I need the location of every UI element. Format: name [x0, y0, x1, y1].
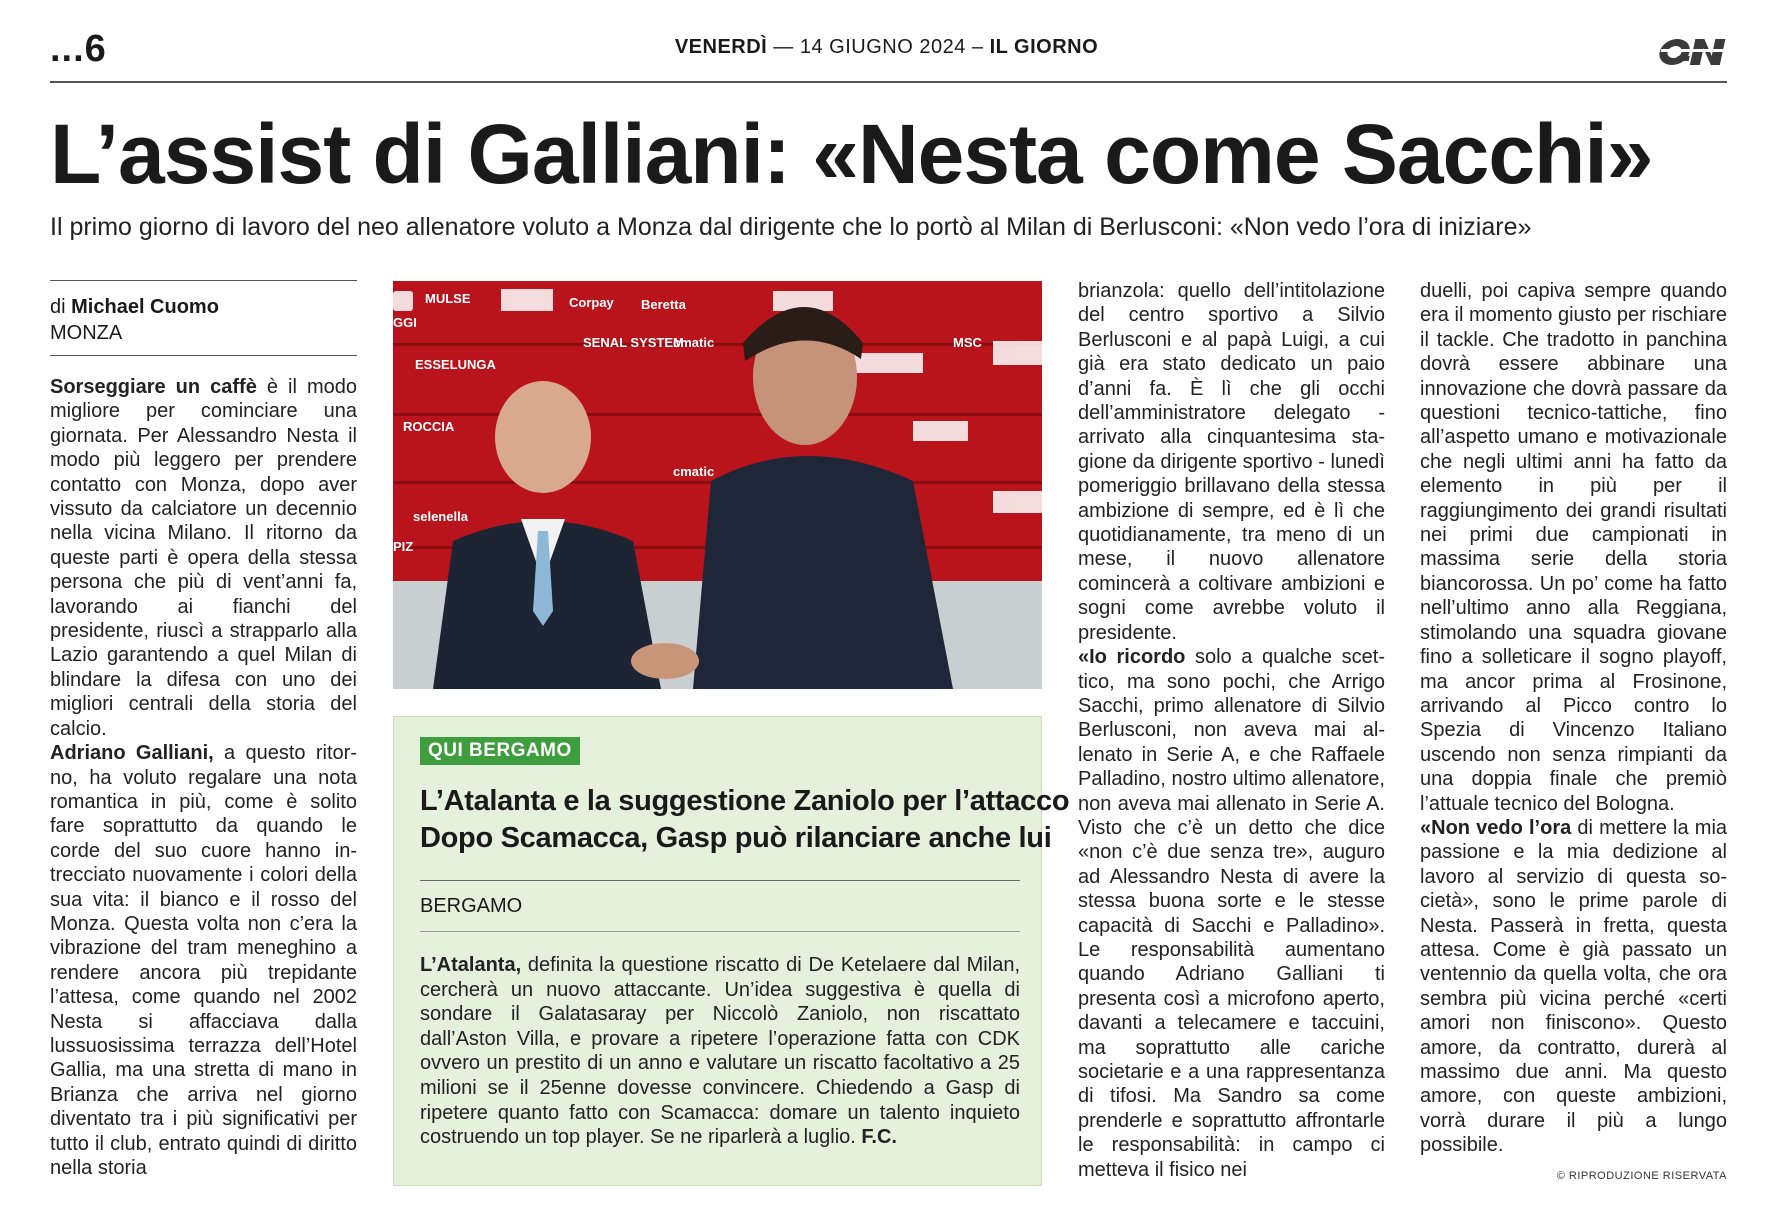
paragraph-text: di mettere la mia passione e la mia dedizione al lavoro al servizio di questa società», sono le prime parole di Nesta. Passerà in fretta, questa attesa. Come è già passato un ventennio da quella volta, che ora sembra più vicina perché «certi amori non finiscono». Questo amore, da contratto, durerà al massimo due anni. Ma questo amore, con queste ambizioni, vorrà durare il più a lungo possibile. — [1420, 816, 1727, 1157]
article-paragraph: duelli, poi capiva sempre quando era il momento giusto per rischiare il tackle. Che tradotto in panchina dovrà essere abbinare una innovazione che dovrà passare da questioni tecnico-tattiche, fino all’aspetto umano e motivazionale che negli ultimi anni ha fatto da elemento in più per il raggiungimento dei grandi risultati nei primi due campionati in massima serie della storia biancorossa. Un po’ come ha fatto nell’ultimo anno alla Reggiana, stimolando una squadra giovane fino a solleticare il sogno playoff, ma ancor prima al Frosinone, arrivando al Picco contro lo Spezia di Vincenzo Italiano uscendo non senza rimpianti da una doppia finale che premiò l’attuale tecnico del Bologna. — [1420, 280, 1727, 815]
byline — [50, 294, 219, 346]
dateline — [0, 36, 1773, 59]
sponsor-label: PIZ — [393, 539, 414, 554]
paragraph-lead: L’Atalanta, — [420, 954, 522, 976]
qn-logo — [1656, 36, 1728, 68]
dateline-day: VENERDÌ — [674, 36, 768, 58]
sidebar-box — [393, 716, 1070, 1186]
article-paragraph — [1078, 645, 1385, 1182]
byline-rule — [50, 280, 357, 281]
article-paragraph: brianzola: quello dell’intitolazione del centro sportivo a Silvio Berlusconi e al papà Luigi, a cui già era stato dedicato un paio d’anni fa. È lì che gli occhi dell’amministratore delegato - arrivato alla cinquantesima stagione da dirigente sportivo - lunedì pomeriggio brillavano della stessa ambizione di sempre, ed è lì che quotidianamente, tra meno di un mese, il nuovo allenatore comincerà a coltivare ambizioni e sogni come avrebbe voluto il presidente. — [1078, 280, 1385, 644]
sponsor-label: MULSE — [425, 291, 471, 306]
article-paragraph — [50, 375, 357, 741]
sidebox-body — [420, 953, 1020, 1150]
subheadline: Il primo giorno di lavoro del neo allenatore voluto a Monza dal dirigente che lo portò al Milan di Berlusconi: «Non vedo l’ora di iniziare» — [50, 213, 1532, 241]
sponsor-label: cmatic — [673, 335, 715, 350]
sponsor-label: ROCCIA — [403, 419, 455, 434]
sidebox-city: BERGAMO — [420, 895, 523, 917]
dateline-date: 14 GIUGNO 2024 — [799, 36, 966, 58]
section-tag: QUI BERGAMO — [420, 737, 580, 765]
sponsor-label: cmatic — [673, 464, 715, 479]
paragraph-text: solo a qualche scettico, ma sono pochi, che Arrigo Sacchi, primo allenatore di Silvio Berlusconi, non aveva mai allenato in Serie A, e che Raffaele Palladino, nostro ultimo allenatore, non aveva mai allenato in Serie A. Visto che c’è un detto che dice «non c’è due senza tre», auguro ad Alessandro Nesta di avere la stessa buona sorte e le stesse capacità di Sacchi e Palladino». Le responsabilità aumentano quando Adriano Galliani ti presenta così a microfono aperto, davanti a telecamere e taccuini, ma soprattutto alle cariche societarie e a una rappresentanza di tifosi. Ma Sandro sa come prenderle e soprattutto affrontarle le responsabilità: in campo ci metteva il fisico nei — [1078, 646, 1385, 1181]
headline: L’assist di Galliani: «Nesta come Sacchi» — [50, 107, 1653, 201]
sponsor-label: Beretta — [641, 297, 686, 312]
copyright-notice: © RIPRODUZIONE RISERVATA — [1556, 1170, 1727, 1182]
header-rule — [50, 81, 1727, 83]
paragraph-text: a questo ritorno, ha voluto regalare una nota romantica in più, come è solito fare soprattutto da quando le corde del suo cuore hanno intrecciato nuovamente i colori della sua vita: il bianco e il rosso del Monza. Questa volta non c’era la vibrazione del tram meneghino a rendere ancora più trepidante l’attesa, come quando nel 2002 Nesta si affacciava dalla lussuosissima terrazza dell’Hotel Gallia, ma una stretta di mano in Brianza che arriva nel giorno diventato tra i più significativi per tutto il club, entrato quindi di diritto nella storia — [50, 742, 357, 1179]
paragraph-lead: Sorseggiare un caffè — [50, 376, 257, 398]
sponsor-label: MSC — [953, 335, 982, 350]
sidebox-title-line: Dopo Scamacca, Gasp può rilanciare anche lui — [420, 822, 1052, 854]
paragraph-lead: «Io ricordo — [1078, 646, 1186, 669]
byline-author: Michael Cuomo — [71, 296, 219, 318]
sidebox-rule — [420, 880, 1020, 881]
sponsor-label: SENAL SYSTEM — [583, 335, 684, 350]
newspaper-name: IL GIORNO — [989, 36, 1099, 58]
dateline-separator: — — [773, 36, 794, 58]
article-paragraph — [1420, 816, 1727, 1158]
dateline-separator: – — [971, 36, 984, 58]
sponsor-label: GGI — [393, 315, 417, 330]
sidebox-title — [420, 783, 1070, 857]
paragraph-lead: Adriano Galliani, — [50, 742, 214, 765]
page-number: ...6 — [50, 28, 107, 70]
paragraph-lead: «Non vedo l’ora — [1420, 816, 1572, 839]
article-paragraph — [50, 741, 357, 1180]
sponsor-label: Corpay — [569, 295, 614, 310]
paragraph-text: è il modo migliore per cominciare una giornata. Per Alessandro Nesta il modo più leggero per prendere contatto con Monza, dopo aver vissuto da calciatore un decennio nella vicina Milano. Il ritorno da queste parti è opera della stessa persona che più di vent’anni fa, lavorando ai fianchi del presidente, riuscì a strapparlo alla Lazio garantendo a quel Milan di blindare la difesa con uno dei migliori centrali della storia del calcio. — [50, 376, 357, 740]
sponsor-label: selenella — [413, 509, 468, 524]
sidebox-title-line: L’Atalanta e la suggestione Zaniolo per l’attacco — [420, 785, 1070, 817]
byline-location: MONZA — [50, 322, 123, 344]
article-photo — [393, 281, 1042, 689]
sidebox-rule — [420, 931, 1020, 932]
article-column-4 — [1420, 279, 1727, 1159]
sponsor-label: ESSELUNGA — [415, 357, 496, 372]
sidebox-signature: F.C. — [861, 1126, 897, 1149]
paragraph-text: definita la questione riscatto di De Ketelaere dal Milan, cercherà un nuovo attaccante. Un’idea suggestiva è quella di sondare il Galatasaray per Niccolò Zaniolo, non riscattato dall’Aston Villa, e provare a ripetere l’operazione fatta con CDK ovvero un prestito di un anno e valutare un riscatto facoltativo a 25 milioni se il 25enne dovesse convincere. Chiedendo a Gasp di ripetere quanto fatto con Scamacca: domare un talento inquieto costruendo un top player. Se ne riparlerà a luglio. — [420, 954, 1020, 1149]
article-column-3 — [1078, 279, 1385, 1189]
article-column-1 — [50, 375, 357, 1185]
byline-rule — [50, 355, 357, 356]
byline-prefix: di — [50, 296, 66, 318]
